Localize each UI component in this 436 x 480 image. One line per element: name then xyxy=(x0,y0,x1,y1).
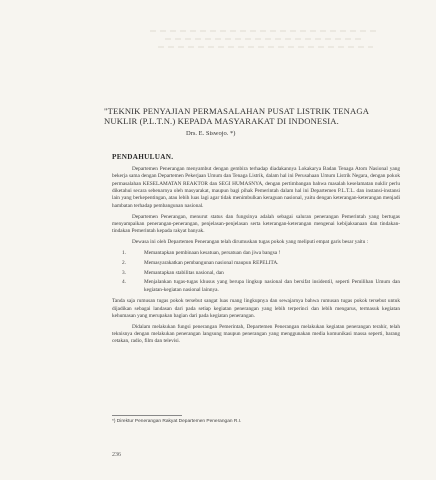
footnote: *) Direktur Penerangan Rakyat Departemen Penerangan R.I. xyxy=(112,419,242,424)
paragraph: Tanda saja rumusan tugas pokok tersebut sangat luas ruang lingkupnya dan sewajarnya bahwa rumusan tugas pokok tersebut untuk dijadikan sebagai landasan dari pada setiap kegiatan penerangan yang lebih terperinci dan lebih mengarus, termasuk kegiatan kehumasan yang merupakan bagian dari pada kegiatan penerangan. xyxy=(112,298,400,319)
section-heading: PENDAHULUAN. xyxy=(112,153,174,161)
list-item xyxy=(112,260,400,267)
bleed-through-line xyxy=(158,46,373,48)
article-author: Drs. E. Siswojo. *) xyxy=(186,130,236,137)
article-title: "TEKNIK PENYAJIAN PERMASALAHAN PUSAT LISTRIK TENAGA NUKLIR (P.L.T.N.) KEPADA MASYARAKAT DI INDONESIA. xyxy=(104,106,369,126)
list-item-text: Memantapkan stabilitas nasional, dan xyxy=(144,269,224,276)
list-item xyxy=(112,270,400,277)
paragraph: Departemen Penerangan menyambut dengan gembira terhadap diadakannya Lokakarya Badan Tenaga Atom Nasional yang bekerja sama dengan Departemen Pekerjaan Umum dan Tenaga Listrik, dalam hal ini Perusahaan Umum Listrik Negara, dengan pokok permasalahan KESELAMATAN REAKTOR dan SEGI HUMASNYA, dengan pertimbangan bahwa masalah keselamatan nuklir perlu diketahui secara sebenarnya oleh masyarakat, maupun bagi pihak Pemerintah dalam hal ini Departemen P.L.T.L. dan instansi-instansi lain yang berkepentingan, atau lebih luas lagi agar tidak menimbulkan keraguan nasional, yaitu dengan keterangan-keterangan menjadi hambatan terhadap pembangunan nasional. xyxy=(112,166,400,209)
list-item-text: Menjalankan tugas-tugas khusus yang berupa lingkup nasional dan bersifat insidentil, seperti Pemilihan Umum dan kegiatan-kegiatan nasional lainnya. xyxy=(144,279,400,293)
list-item-number: 3. xyxy=(122,269,126,276)
list-item-number: 4. xyxy=(122,279,126,286)
list-item-number: 2. xyxy=(122,259,126,266)
list-item-text: Memantapkan pembinaan kesatuan, persatuan dan jiwa bangsa ! xyxy=(144,249,281,256)
page-number: 236 xyxy=(112,452,121,458)
list-item-number: 1. xyxy=(122,249,126,256)
article-body xyxy=(112,166,400,349)
paragraph: Didalam melakukan fungsi penerangan Pemerintah, Departemen Penerangan melakukan kegiatan penerangan terahir, telah teknisnya dengan melakukan penerangan langsung maupun penerangan yang menggunakan media komunikasi massa seperti, barang cetakan, radio, film dan televisi. xyxy=(112,323,400,345)
bleed-through-line xyxy=(165,38,365,40)
list-item-text: Memasyarakatkan pembangunan nasional maupun REPELITA. xyxy=(144,259,279,266)
list-item xyxy=(112,250,400,257)
duties-list xyxy=(112,250,400,294)
list-item xyxy=(112,279,400,294)
footnote-divider xyxy=(112,415,182,416)
paragraph: Departemen Penerangan, menurut status dan fungsinya adalah sebagai saluran penerangan Pemerintah yang bertugas menyampaikan penerangan-penerangan, penjelasan-penjelasan serta keterangan-keterangan mengenai kebijaksanaan dan tindakan-tindakan Pemerintah kepada rakyat banyak. xyxy=(112,213,400,235)
bleed-through-line xyxy=(150,30,380,32)
paragraph: Dewasa ini oleh Departemen Penerangan telah dirumuskan tugas pokok yang meliputi empat garis besar yaitu : xyxy=(132,239,369,246)
